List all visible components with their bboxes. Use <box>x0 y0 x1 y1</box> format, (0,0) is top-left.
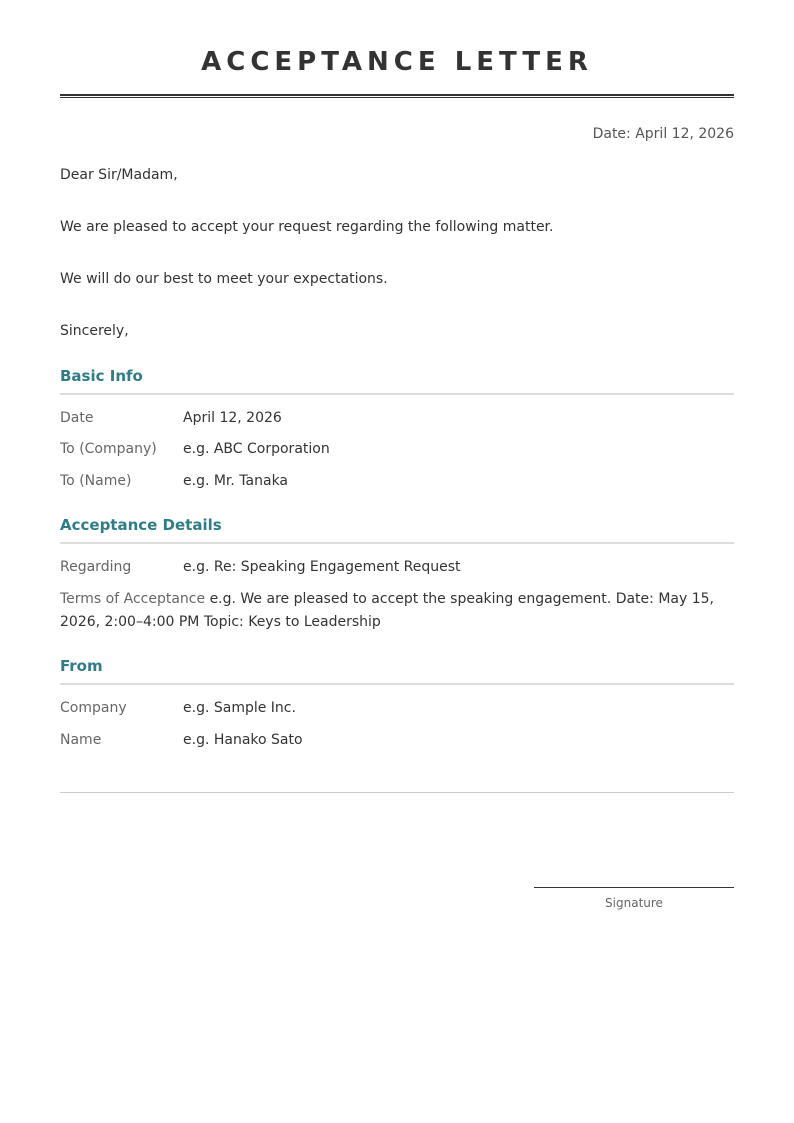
field-value: e.g. Mr. Tanaka <box>183 473 289 489</box>
body-paragraph-2: We will do our best to meet your expectations. <box>60 271 388 287</box>
field-label: Date <box>60 410 94 426</box>
field-value: e.g. ABC Corporation <box>183 441 330 457</box>
section-title-acceptance-details: Acceptance Details <box>60 516 222 534</box>
signature-line <box>534 887 734 888</box>
field-value: e.g. Sample Inc. <box>183 700 296 716</box>
section-divider <box>60 683 734 685</box>
field-row-to-name <box>60 470 734 493</box>
section-divider <box>60 542 734 544</box>
field-row-terms <box>60 588 734 634</box>
field-row-company <box>60 697 734 720</box>
signature-label: Signature <box>605 896 663 910</box>
field-value: e.g. Hanako Sato <box>183 732 303 748</box>
field-row-date <box>60 407 734 430</box>
field-label: Terms of Acceptance <box>60 591 206 607</box>
body-paragraph-1: We are pleased to accept your request regarding the following matter. <box>60 219 554 235</box>
field-label: Name <box>60 732 102 748</box>
field-row-to-company <box>60 438 734 461</box>
footer-divider <box>60 792 734 793</box>
salutation: Dear Sir/Madam, <box>60 167 178 183</box>
field-label: To (Company) <box>60 441 157 457</box>
field-value: e.g. Re: Speaking Engagement Request <box>183 559 461 575</box>
field-row-regarding <box>60 556 734 579</box>
field-value: e.g. We are pleased to accept the speaking engagement. Date: May 15, 2026, 2:00–4:00 PM Topic: Keys to Leadership <box>60 591 714 630</box>
field-row-name <box>60 729 734 752</box>
field-label: Company <box>60 700 127 716</box>
field-value: April 12, 2026 <box>183 410 282 426</box>
field-label: To (Name) <box>60 473 132 489</box>
section-title-basic-info: Basic Info <box>60 367 143 385</box>
field-label: Regarding <box>60 559 132 575</box>
letter-date: Date: April 12, 2026 <box>592 126 734 142</box>
page-title: ACCEPTANCE LETTER <box>201 47 593 77</box>
section-divider <box>60 393 734 395</box>
title-divider <box>60 94 734 98</box>
closing: Sincerely, <box>60 323 129 339</box>
section-title-from: From <box>60 657 103 675</box>
